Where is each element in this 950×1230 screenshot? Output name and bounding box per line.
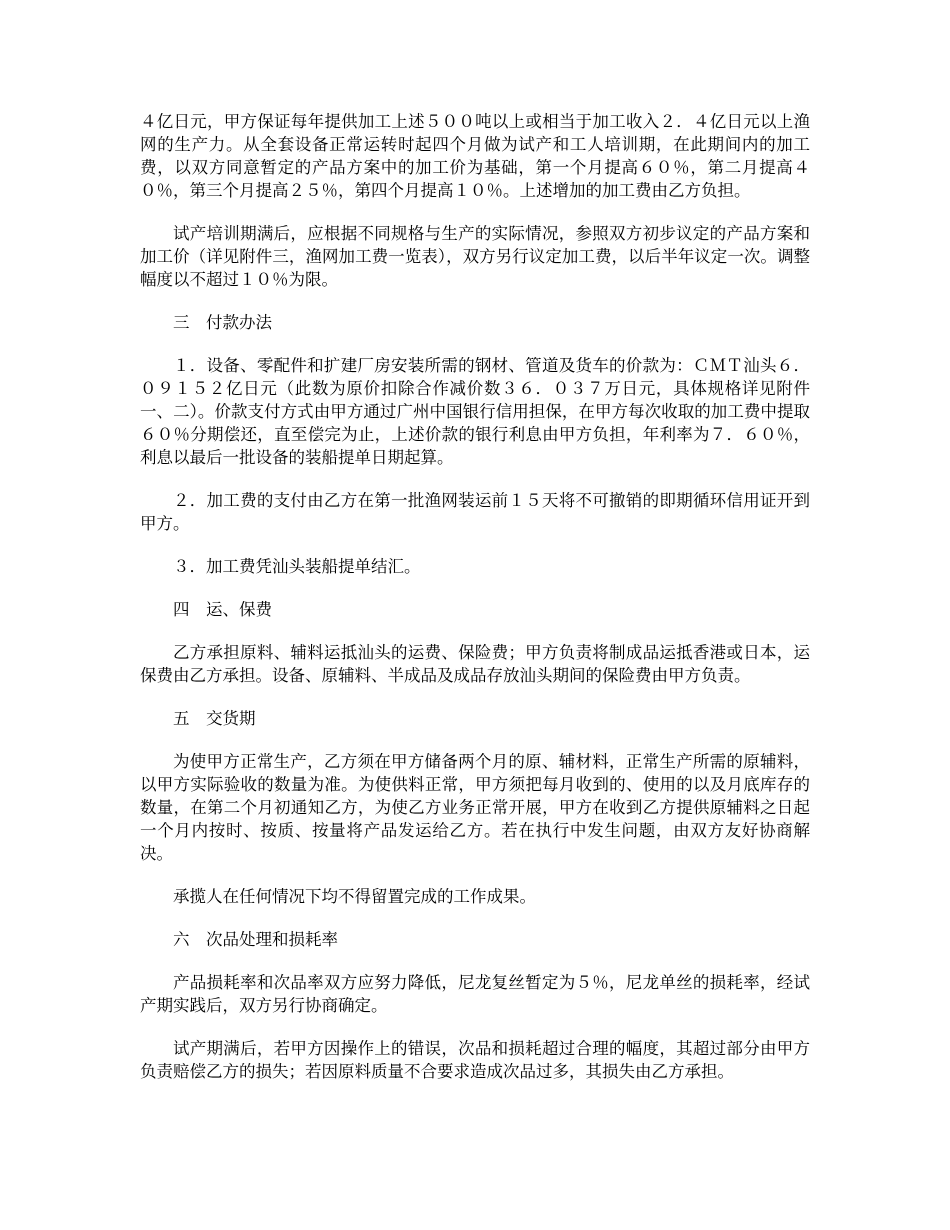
paragraph-processing-capacity: ４亿日元，甲方保证每年提供加工上述５００吨以上或相当于加工收入２．４亿日元以上渔网的生产力。从全套设备正常运转时起四个月做为试产和工人培训期，在此期间内的加工费，以双方同意暂定的产品方案中的加工价为基础，第一个月提高６０％，第二月提高４０％，第三个月提高２５％，第四个月提高１０％。上述增加的加工费由乙方负担。 xyxy=(140,112,810,200)
paragraph-payment-item-1: １．设备、零配件和扩建厂房安装所需的钢材、管道及货车的价款为：ＣＭＴ汕头６．０９１５２亿日元（此数为原价扣除合作减价数３６．０３７万日元，具体规格详见附件一、二）。价款支付方式由甲方通过广州中国银行信用担保，在甲方每次收取的加工费中提取６０％分期偿还，直至偿完为止，上述价款的银行利息由甲方负担，年利率为７．６０％，利息以最后一批设备的装船提单日期起算。 xyxy=(140,356,810,467)
section-heading-defects-loss: 六 次品处理和损耗率 xyxy=(173,930,338,949)
paragraph-payment-item-3: ３．加工费凭汕头装船提单结汇。 xyxy=(173,557,421,576)
paragraph-no-lien: 承揽人在任何情况下均不得留置完成的工作成果。 xyxy=(173,887,536,906)
section-heading-payment: 三 付款办法 xyxy=(173,313,272,332)
paragraph-trial-period-pricing: 试产培训期满后，应根据不同规格与生产的实际情况，参照双方初步议定的产品方案和加工价（详见附件三，渔网加工费一览表），双方另行议定加工费，以后半年议定一次。调整幅度以不超过１０％为限。 xyxy=(140,224,810,289)
paragraph-loss-rate: 产品损耗率和次品率双方应努力降低，尼龙复丝暂定为５％，尼龙单丝的损耗率，经试产期实践后，双方另行协商确定。 xyxy=(140,973,810,1015)
paragraph-freight-insurance: 乙方承担原料、辅料运抵汕头的运费、保险费；甲方负责将制成品运抵香港或日本，运保费由乙方承担。设备、原辅料、半成品及成品存放汕头期间的保险费由甲方负责。 xyxy=(140,643,810,685)
paragraph-delivery-terms: 为使甲方正常生产，乙方须在甲方储备两个月的原、辅材料，正常生产所需的原辅料，以甲方实际验收的数量为准。为使供料正常，甲方须把每月收到的、使用的以及月底库存的数量，在第二个月初通知乙方，为使乙方业务正常开展，甲方在收到乙方提供原辅料之日起一个月内按时、按质、按量将产品发运给乙方。若在执行中发生问题，由双方友好协商解决。 xyxy=(140,752,810,863)
paragraph-defect-compensation: 试产期满后，若甲方因操作上的错误，次品和损耗超过合理的幅度，其超过部分由甲方负责赔偿乙方的损失；若因原料质量不合要求造成次品过多，其损失由乙方承担。 xyxy=(140,1039,810,1081)
paragraph-payment-item-2: ２．加工费的支付由乙方在第一批渔网装运前１５天将不可撤销的即期循环信用证开到甲方。 xyxy=(140,491,810,533)
section-heading-delivery: 五 交货期 xyxy=(173,709,256,728)
section-heading-freight-insurance: 四 运、保费 xyxy=(173,600,272,619)
